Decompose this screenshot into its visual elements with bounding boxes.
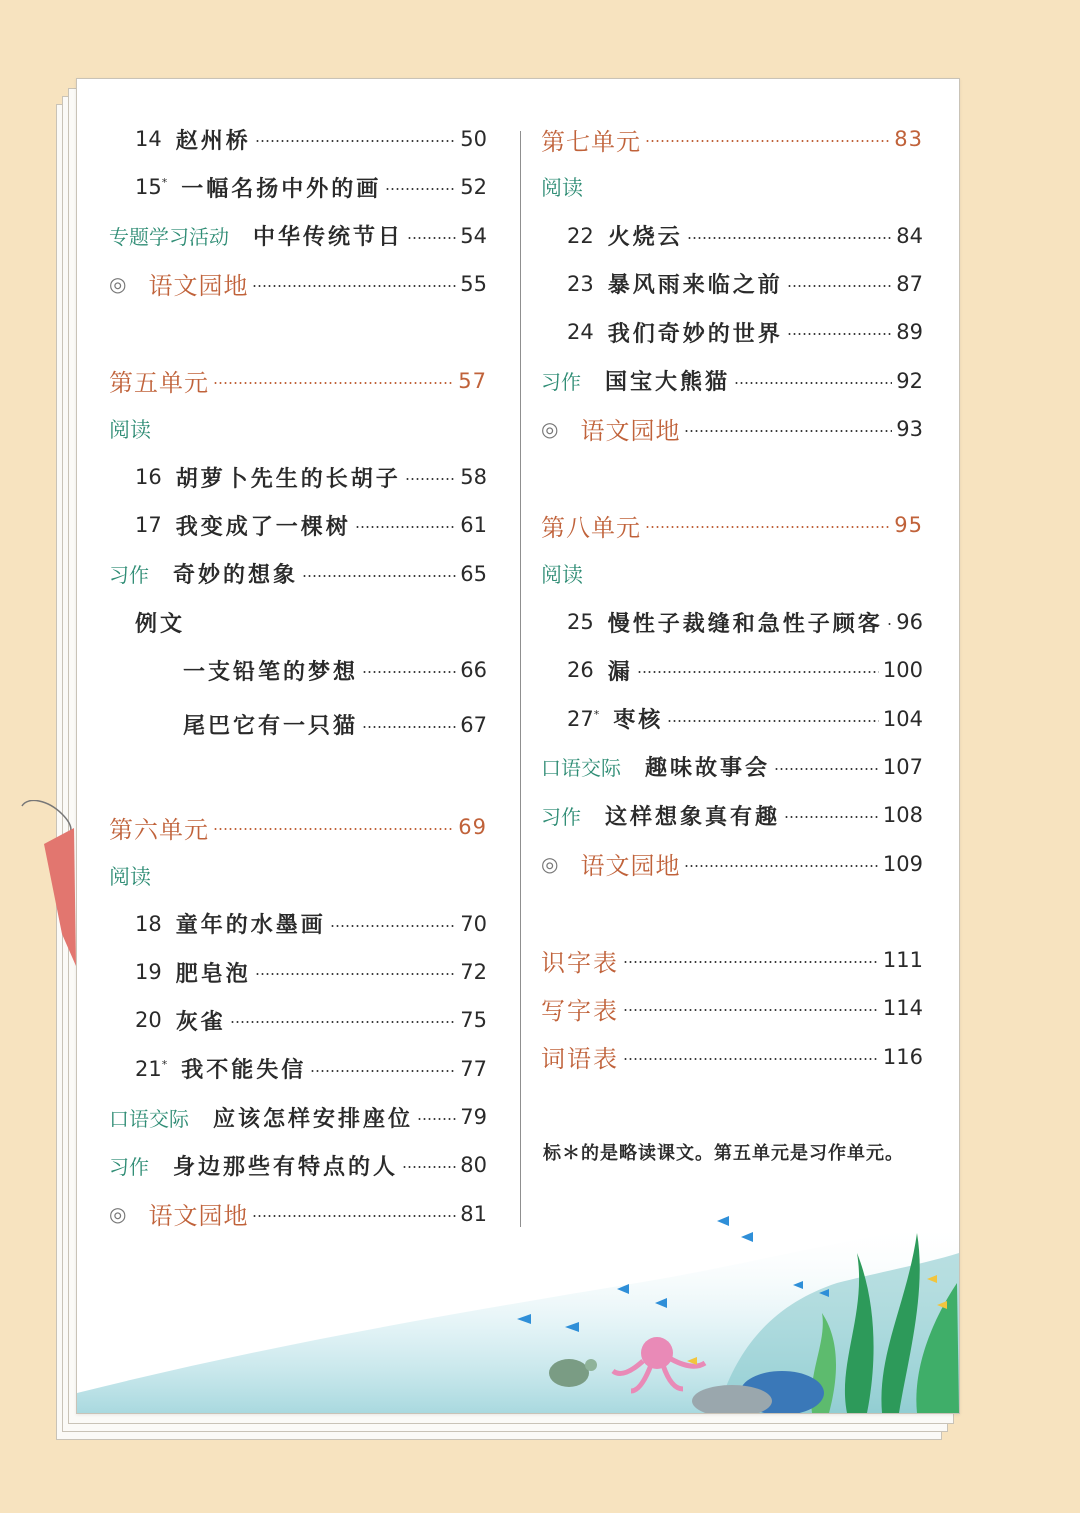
lesson-number bbox=[135, 912, 162, 936]
page-number: 55 bbox=[460, 271, 487, 296]
lesson-number-text: 17 bbox=[135, 513, 162, 538]
lesson-title: 慢性子裁缝和急性子顾客 bbox=[607, 610, 883, 637]
appendix-entry[interactable] bbox=[541, 940, 923, 980]
dot-leader bbox=[787, 333, 893, 335]
activity-title: 应该怎样安排座位 bbox=[213, 1105, 414, 1132]
activity-title: 中华传统节日 bbox=[253, 224, 404, 251]
dot-leader bbox=[667, 720, 879, 722]
page-number: 114 bbox=[882, 996, 923, 1021]
ring-icon: ◎ bbox=[109, 271, 127, 296]
activity-entry[interactable] bbox=[109, 554, 487, 594]
activity-tag: 专题学习活动 bbox=[109, 225, 229, 250]
activity-tag: 口语交际 bbox=[541, 756, 621, 781]
activity-tag: 习作 bbox=[109, 563, 149, 588]
dot-leader bbox=[645, 140, 890, 142]
dot-leader bbox=[623, 961, 879, 963]
lesson-number-text: 20 bbox=[135, 1008, 162, 1033]
dot-leader bbox=[355, 526, 457, 528]
page-number: 89 bbox=[896, 320, 923, 345]
lesson-number-text: 22 bbox=[567, 223, 594, 248]
lesson-number-text: 25 bbox=[567, 610, 594, 634]
section-title: 阅读 bbox=[541, 176, 583, 201]
lesson-entry[interactable] bbox=[109, 1049, 487, 1089]
dot-leader bbox=[784, 816, 879, 818]
unit-heading[interactable] bbox=[109, 361, 487, 401]
lesson-entry[interactable] bbox=[109, 167, 487, 207]
page-number: 69 bbox=[458, 815, 487, 840]
section-label bbox=[541, 167, 923, 207]
lesson-number-text: 18 bbox=[135, 911, 162, 936]
lesson-entry[interactable] bbox=[541, 602, 923, 642]
appendix-title: 识字表 bbox=[541, 948, 619, 977]
dot-leader bbox=[623, 1058, 879, 1060]
chinese-garden-entry[interactable] bbox=[541, 844, 923, 884]
lesson-number-text: 24 bbox=[567, 320, 594, 345]
appendix-entry[interactable] bbox=[541, 1037, 923, 1077]
example-entry[interactable] bbox=[109, 705, 487, 745]
appendix-entry[interactable] bbox=[541, 988, 923, 1028]
lesson-entry[interactable] bbox=[109, 952, 487, 992]
footnote: 标＊的是略读课文。第五单元是习作单元。 bbox=[543, 1143, 904, 1164]
dot-leader bbox=[255, 140, 457, 142]
dot-leader bbox=[684, 865, 878, 867]
section-label bbox=[109, 409, 487, 449]
page-number: 66 bbox=[460, 658, 487, 683]
activity-entry[interactable] bbox=[541, 361, 923, 401]
example-entry[interactable] bbox=[109, 650, 487, 690]
lesson-number-text: 19 bbox=[135, 960, 162, 985]
lesson-number bbox=[135, 1008, 162, 1032]
lesson-entry[interactable] bbox=[541, 650, 923, 690]
lesson-entry[interactable] bbox=[109, 119, 487, 159]
lesson-number bbox=[567, 224, 594, 248]
bookmark-ribbon bbox=[18, 800, 82, 980]
dot-leader bbox=[362, 671, 456, 673]
chinese-garden-entry[interactable] bbox=[541, 409, 923, 449]
dot-leader bbox=[734, 382, 892, 384]
lesson-title: 赵州桥 bbox=[175, 127, 251, 154]
activity-tag: 习作 bbox=[541, 370, 581, 394]
dot-leader bbox=[637, 671, 879, 673]
chinese-garden-entry[interactable] bbox=[109, 264, 487, 304]
column-divider bbox=[520, 131, 521, 1227]
page-number: 111 bbox=[882, 948, 923, 973]
lesson-entry[interactable] bbox=[541, 312, 923, 352]
page-number: 87 bbox=[896, 271, 923, 296]
lesson-title: 肥皂泡 bbox=[175, 960, 251, 987]
page-number: 116 bbox=[882, 1044, 923, 1069]
dot-leader bbox=[774, 768, 879, 770]
ring-icon: ◎ bbox=[541, 851, 559, 876]
dot-leader bbox=[330, 925, 457, 927]
lesson-entry[interactable] bbox=[541, 264, 923, 304]
page-number: 84 bbox=[896, 223, 923, 248]
page-number: 75 bbox=[460, 1008, 487, 1033]
lesson-title: 一幅名扬中外的画 bbox=[181, 175, 382, 202]
example-title: 例文 bbox=[135, 610, 186, 637]
dot-leader bbox=[385, 188, 456, 190]
unit-title: 第七单元 bbox=[541, 127, 641, 156]
lesson-title: 胡萝卜先生的长胡子 bbox=[175, 465, 401, 492]
activity-entry[interactable] bbox=[541, 795, 923, 835]
dot-leader bbox=[687, 237, 893, 239]
lesson-entry[interactable] bbox=[109, 457, 487, 497]
ring-icon: ◎ bbox=[109, 1201, 127, 1226]
appendix-title: 写字表 bbox=[541, 996, 619, 1025]
unit-title: 第六单元 bbox=[109, 815, 209, 844]
unit-title: 第八单元 bbox=[541, 513, 641, 542]
garden-title: 语文园地 bbox=[148, 1202, 249, 1231]
activity-entry[interactable] bbox=[109, 216, 487, 256]
lesson-number bbox=[567, 658, 594, 682]
page-number: 52 bbox=[460, 175, 487, 200]
page-number: 95 bbox=[894, 513, 923, 538]
dot-leader bbox=[887, 623, 893, 625]
page-number: 80 bbox=[460, 1153, 487, 1178]
lesson-number-text: 27 bbox=[567, 706, 594, 731]
page-number: 50 bbox=[460, 127, 487, 151]
lesson-number bbox=[135, 465, 162, 489]
section-title: 阅读 bbox=[541, 562, 583, 587]
page-number: 65 bbox=[460, 561, 487, 586]
section-label bbox=[109, 856, 487, 896]
lesson-number bbox=[135, 960, 162, 984]
page-number: 83 bbox=[894, 127, 923, 151]
activity-title: 身边那些有特点的人 bbox=[173, 1153, 399, 1180]
dot-leader bbox=[787, 285, 893, 287]
page-number: 104 bbox=[882, 706, 923, 731]
lesson-title: 灰雀 bbox=[175, 1008, 226, 1035]
dot-leader bbox=[230, 1021, 457, 1023]
page-number: 61 bbox=[460, 513, 487, 538]
example-essay-title: 一支铅笔的梦想 bbox=[183, 658, 359, 685]
lesson-title: 我不能失信 bbox=[181, 1057, 307, 1084]
skim-reading-star: * bbox=[161, 176, 168, 190]
dot-leader bbox=[213, 828, 454, 830]
dot-leader bbox=[252, 285, 456, 287]
lesson-number bbox=[135, 127, 162, 151]
activity-title: 国宝大熊猫 bbox=[605, 369, 731, 395]
lesson-title: 枣核 bbox=[613, 707, 664, 734]
page-number: 109 bbox=[882, 851, 923, 876]
page-number: 107 bbox=[882, 754, 923, 779]
activity-title: 趣味故事会 bbox=[645, 755, 771, 782]
dot-leader bbox=[417, 1118, 456, 1120]
unit-heading[interactable] bbox=[541, 119, 923, 159]
lesson-title: 我变成了一棵树 bbox=[175, 513, 351, 540]
dot-leader bbox=[362, 726, 456, 728]
page-number: 77 bbox=[460, 1056, 487, 1081]
page-number: 57 bbox=[458, 368, 487, 393]
page-number: 72 bbox=[460, 960, 487, 985]
lesson-entry[interactable] bbox=[109, 1000, 487, 1040]
lesson-entry[interactable] bbox=[109, 505, 487, 545]
unit-heading[interactable] bbox=[541, 505, 923, 545]
example-label bbox=[109, 602, 487, 642]
skim-reading-star: * bbox=[593, 707, 600, 721]
garden-title: 语文园地 bbox=[580, 417, 681, 446]
lesson-entry[interactable] bbox=[541, 216, 923, 256]
page-number: 54 bbox=[460, 223, 487, 248]
lesson-title: 我们奇妙的世界 bbox=[607, 320, 783, 347]
page-number: 96 bbox=[896, 610, 923, 634]
activity-title: 奇妙的想象 bbox=[173, 562, 299, 589]
page-number: 79 bbox=[460, 1105, 487, 1129]
dot-leader bbox=[213, 382, 454, 384]
dot-leader bbox=[407, 237, 456, 239]
dot-leader bbox=[405, 478, 457, 480]
appendix-title: 词语表 bbox=[541, 1045, 619, 1074]
garden-title: 语文园地 bbox=[580, 852, 681, 880]
lesson-title: 暴风雨来临之前 bbox=[607, 272, 783, 299]
lesson-number bbox=[135, 513, 162, 537]
page-number: 93 bbox=[896, 416, 923, 441]
garden-title: 语文园地 bbox=[148, 272, 249, 301]
page-number: 81 bbox=[460, 1201, 487, 1226]
dot-leader bbox=[623, 1009, 879, 1011]
dot-leader bbox=[310, 1070, 456, 1072]
activity-entry[interactable] bbox=[109, 1145, 487, 1185]
dot-leader bbox=[402, 1166, 456, 1168]
page-number: 58 bbox=[460, 465, 487, 490]
lesson-number bbox=[567, 707, 599, 731]
activity-tag: 习作 bbox=[541, 804, 581, 829]
dot-leader bbox=[255, 973, 457, 975]
contents-page bbox=[76, 78, 960, 1414]
page-number: 108 bbox=[882, 803, 923, 828]
section-label bbox=[541, 554, 923, 594]
lesson-title: 漏 bbox=[607, 658, 633, 685]
section-title: 阅读 bbox=[109, 417, 151, 442]
page-number: 70 bbox=[460, 911, 487, 936]
lesson-number bbox=[135, 175, 167, 199]
activity-entry[interactable] bbox=[541, 747, 923, 787]
lesson-number-text: 14 bbox=[135, 127, 162, 151]
page-number: 92 bbox=[896, 368, 923, 393]
example-essay-title: 尾巴它有一只猫 bbox=[183, 713, 359, 740]
lesson-number-text: 26 bbox=[567, 658, 594, 683]
lesson-number bbox=[567, 272, 594, 296]
lesson-number bbox=[135, 1057, 167, 1081]
dot-leader bbox=[302, 575, 456, 577]
section-title: 阅读 bbox=[109, 864, 151, 889]
activity-entry[interactable] bbox=[109, 1097, 487, 1137]
unit-title: 第五单元 bbox=[109, 369, 209, 397]
lesson-entry[interactable] bbox=[541, 699, 923, 739]
lesson-number bbox=[567, 320, 594, 344]
activity-title: 这样想象真有趣 bbox=[605, 803, 781, 830]
ocean-illustration bbox=[77, 1193, 959, 1413]
lesson-title: 火烧云 bbox=[607, 224, 683, 251]
skim-reading-star: * bbox=[161, 1057, 168, 1071]
lesson-number-text: 23 bbox=[567, 271, 594, 296]
lesson-title: 童年的水墨画 bbox=[175, 912, 326, 939]
dot-leader bbox=[684, 430, 892, 432]
page-number: 100 bbox=[882, 658, 923, 683]
unit-heading[interactable] bbox=[109, 807, 487, 847]
lesson-number-text: 16 bbox=[135, 465, 162, 490]
ring-icon: ◎ bbox=[541, 416, 559, 441]
activity-tag: 习作 bbox=[109, 1154, 149, 1179]
page-number: 67 bbox=[460, 712, 487, 737]
lesson-number bbox=[567, 610, 594, 634]
lesson-entry[interactable] bbox=[109, 904, 487, 944]
dot-leader bbox=[645, 526, 890, 528]
activity-tag: 口语交际 bbox=[109, 1106, 189, 1131]
lesson-number-text: 21 bbox=[135, 1056, 162, 1081]
lesson-number-text: 15 bbox=[135, 175, 162, 200]
